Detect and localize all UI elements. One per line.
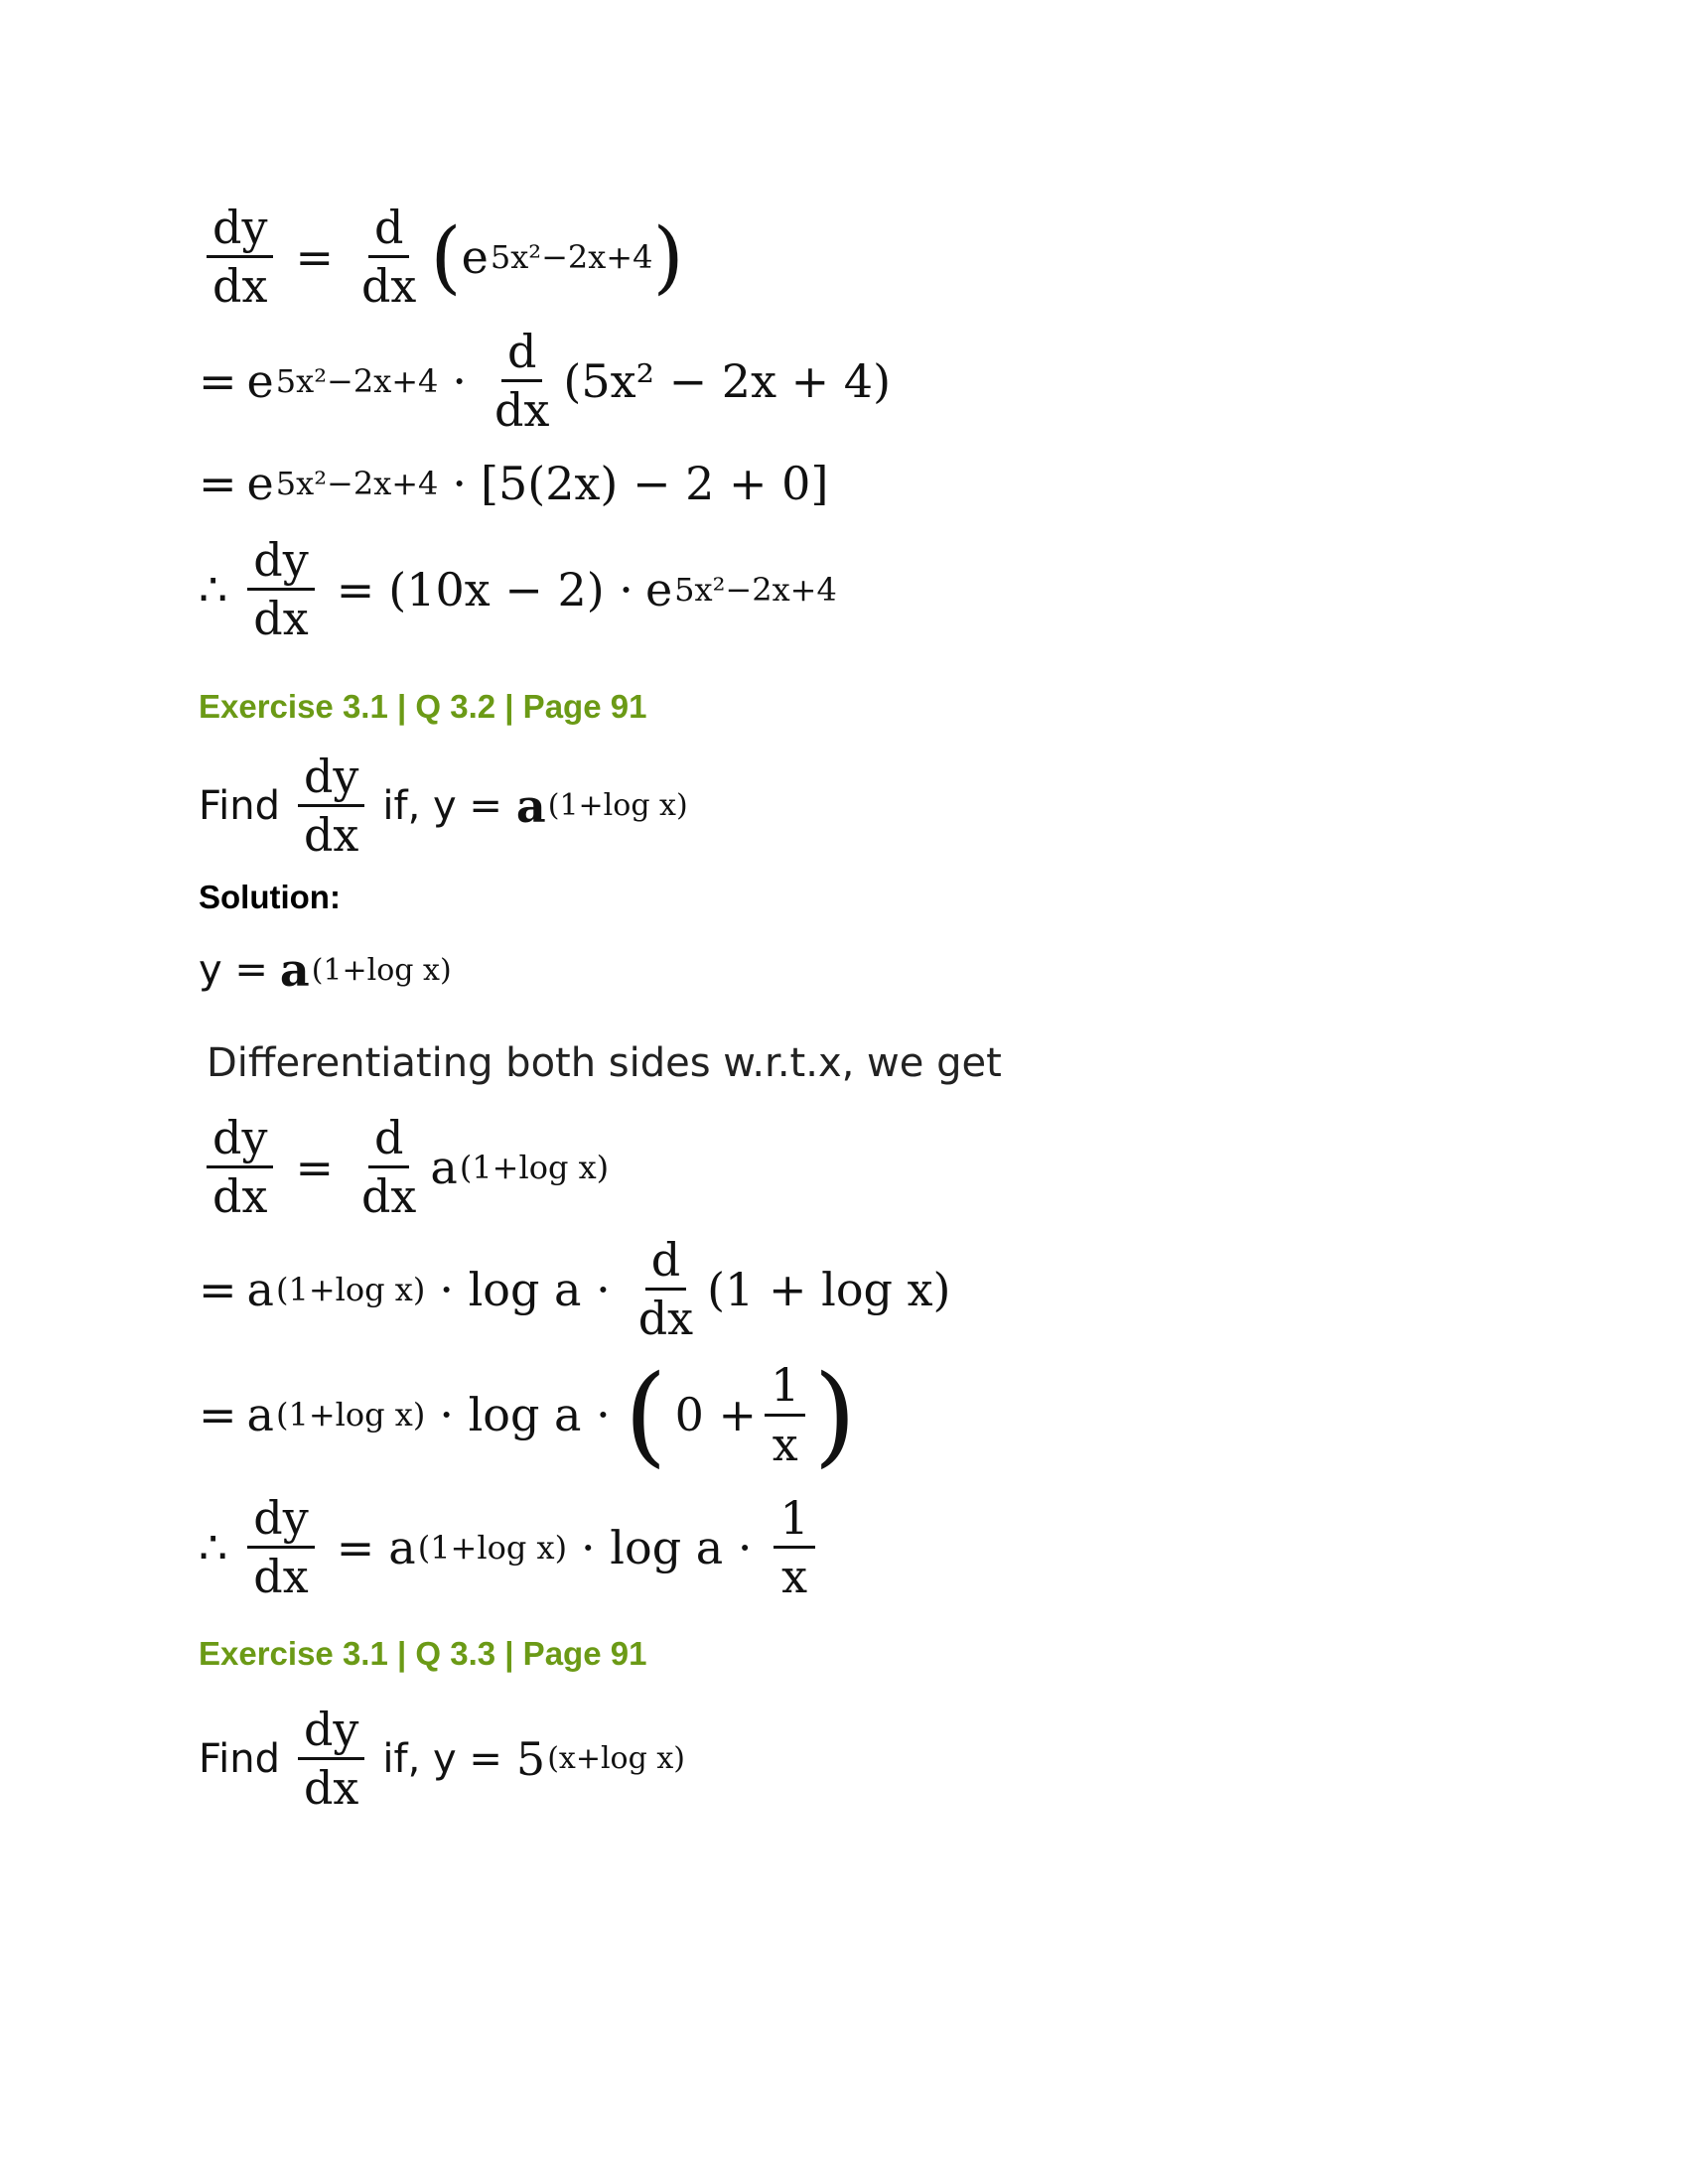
question-q32 [199,750,688,863]
fraction-dy-dx: $\frac{dy}{dx}$ [247,536,314,643]
equals-sign: = [199,1262,237,1316]
fraction-d-dx: $\frac{d}{dx}$ [360,201,417,314]
log-term: · log a · [581,1520,753,1574]
exp-base: 5 [515,1731,546,1786]
exp-base: e [246,353,274,408]
exponent: (1+log x) [275,1270,426,1308]
solution-y-line [199,943,452,997]
exponent: (x+log x) [547,1741,685,1777]
exp-base: a [279,943,310,997]
fraction-1-x: $\frac{1}{x}$ [774,1494,814,1601]
exp-base: a [246,1262,274,1316]
fraction-d-dx: $\frac{d}{dx}$ [360,1111,417,1224]
equals-sign: = [336,562,375,616]
expression: [5(2x) − 2 + 0] [481,457,829,510]
equation-line-7 [199,1351,857,1478]
exponent: (1+log x) [311,952,452,988]
exp-base: a [388,1520,416,1574]
zero-plus: 0 + [674,1388,758,1441]
exp-base: e [644,562,673,616]
therefore-symbol: ∴ [199,1520,228,1574]
fraction-d-dx: $\frac{d}{dx}$ [494,325,550,438]
fraction-d-dx: $\frac{d}{dx}$ [637,1233,694,1346]
question-q33 [199,1703,685,1816]
y-equals: y = [199,947,268,993]
equation-line-2 [199,325,892,438]
dot-operator: · [452,457,468,510]
exp-base: a [246,1388,274,1441]
exponent: 5x²−2x+4 [275,465,439,502]
exercise-heading-q32: Exercise 3.1 | Q 3.2 | Page 91 [199,688,647,725]
solution-label: Solution: [199,879,341,915]
exponent: (1+log x) [275,1396,426,1433]
close-paren: ) [813,1351,857,1478]
log-term: · log a · [439,1388,611,1441]
expression: (5x² − 2x + 4) [563,353,892,408]
log-term: · log a · [439,1262,611,1316]
condition-label: if, y = [382,1735,502,1782]
close-paren: ) [652,209,684,303]
fraction-1-x: $\frac{1}{x}$ [765,1361,805,1468]
equation-line-6 [199,1233,951,1346]
open-paren: ( [430,209,462,303]
find-label: Find [199,1735,280,1782]
condition-label: if, y = [382,782,502,829]
equation-line-1 [199,201,684,314]
exponent: 5x²−2x+4 [490,237,653,276]
exponent: 5x²−2x+4 [275,361,439,400]
dot-operator: · [452,353,468,408]
therefore-symbol: ∴ [199,562,228,616]
expression: (1 + log x) [707,1262,951,1316]
exponent: 5x²−2x+4 [674,570,837,609]
equation-line-4 [199,533,837,646]
fraction-dy-dx: $\frac{dy}{dx}$ [298,1706,364,1813]
equation-line-5 [199,1111,610,1224]
exponent: (1+log x) [417,1528,568,1567]
exponent: (1+log x) [459,1148,610,1186]
equals-sign: = [199,457,237,510]
equals-sign: = [199,353,237,408]
equation-line-8 [199,1491,823,1604]
exp-base: e [461,229,489,284]
equals-sign: = [295,229,334,284]
expression: (10x − 2) · [388,562,633,616]
equation-line-3 [199,457,828,510]
equals-sign: = [199,1388,237,1441]
differentiating-text: Differentiating both sides w.r.t.x, we get [207,1040,1002,1086]
exp-base: e [246,457,274,510]
open-paren: ( [624,1351,667,1478]
exponent: (1+log x) [547,788,688,824]
fraction-dy-dx: $\frac{dy}{dx}$ [207,1114,273,1221]
equals-sign: = [295,1140,334,1194]
exp-base: a [515,778,546,833]
equals-sign: = [336,1520,375,1574]
exp-base: a [430,1140,458,1194]
find-label: Find [199,782,280,829]
fraction-dy-dx: $\frac{dy}{dx}$ [207,204,273,311]
exercise-heading-q33: Exercise 3.1 | Q 3.3 | Page 91 [199,1635,647,1672]
fraction-dy-dx: $\frac{dy}{dx}$ [247,1494,314,1601]
fraction-dy-dx: $\frac{dy}{dx}$ [298,752,364,860]
